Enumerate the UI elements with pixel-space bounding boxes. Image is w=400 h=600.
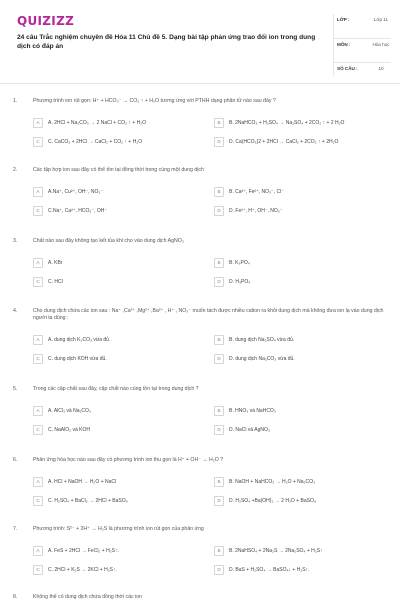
option-text: A. dung dịch K₂CO₃ vừa đủ . <box>48 336 112 343</box>
worksheet-title: 24 câu Trắc nghiệm chuyên đề Hóa 11 Chủ đề 5. Dạng bài tập phản ứng trao đổi ion trong dung dịch có đáp án <box>17 34 316 50</box>
option-b[interactable] <box>214 256 392 269</box>
option-text: A. KBr <box>48 259 63 266</box>
option-c[interactable] <box>33 563 211 576</box>
option-letter-box[interactable]: C <box>33 206 43 216</box>
option-letter-box[interactable]: B <box>214 477 224 487</box>
option-b[interactable] <box>214 333 392 346</box>
option-letter-box[interactable]: B <box>214 546 224 556</box>
option-text: D. Fe²⁺, H⁺, OH⁻, NO₃⁻ <box>229 207 283 214</box>
meta-row-divider <box>333 62 391 63</box>
option-letter-box[interactable]: B <box>214 118 224 128</box>
option-letter-box[interactable]: C <box>33 137 43 147</box>
question-number: 1. <box>13 98 18 104</box>
option-letter-box[interactable]: B <box>214 335 224 345</box>
option-c[interactable] <box>33 352 211 365</box>
meta-subject-label: MÔN : <box>337 42 351 47</box>
option-text: D. H₃PO₄ <box>229 278 251 285</box>
option-letter-box[interactable]: A <box>33 118 43 128</box>
question-number: 8. <box>13 594 18 600</box>
question-text: Phương trình: S²⁻ + 2H⁺ → H₂S là phương trình ion rút gọn của phản ứng <box>33 526 204 532</box>
option-letter-box[interactable]: C <box>33 565 43 575</box>
meta-class-value: Lớp 11 <box>373 17 389 22</box>
option-d[interactable] <box>214 135 392 148</box>
option-letter-box[interactable]: B <box>214 258 224 268</box>
option-text: D. dung dịch Na₂CO₃ vừa đủ. <box>229 355 295 362</box>
option-letter-box[interactable]: D <box>214 206 224 216</box>
option-d[interactable] <box>214 204 392 217</box>
option-c[interactable] <box>33 135 211 148</box>
option-b[interactable] <box>214 404 392 417</box>
option-b[interactable] <box>214 475 392 488</box>
meta-row-divider <box>333 38 391 39</box>
option-text: B. Ca²⁺, Fe²⁺, NO₃⁻, Cl⁻ <box>229 188 284 195</box>
question-number: 7. <box>13 526 18 532</box>
question-text: Các tập hợp ion sau đây có thể tồn tại đồng thời trong cùng một dung dịch <box>33 167 204 173</box>
question-text: Cho dung dịch chứa các ion sau : Na⁺ ,Ca²⁺ ,Mg²⁺ ,Ba²⁺ , H⁺ , NO₃⁻ muốn tách được nhiều cation ra khỏi dung dịch mà không đưa ion lạ vào dung dịch người ta dùng : <box>33 308 384 321</box>
meta-class <box>337 17 392 35</box>
option-text: D. H₂SO₄ +Ba(OH)₂ → 2 H₂O + BaSO₄ <box>229 497 316 504</box>
option-text: D. BaS + H₂SO₄ → BaSO₄↓ + H₂S↑. <box>229 566 310 573</box>
meta-subject <box>337 42 392 60</box>
question-text: Chất nào sau đây không tạo kết tủa khi cho vào dung dịch AgNO₃ <box>33 238 184 244</box>
option-letter-box[interactable]: A <box>33 187 43 197</box>
option-text: B. dung dịch Na₂SO₄ vừa đủ. <box>229 336 295 343</box>
option-text: A. HCl + NaOH → H₂O + NaCl <box>48 478 117 485</box>
option-text: C. 2HCl + K₂S → 2KCl + H₂S↑. <box>48 566 117 573</box>
option-letter-box[interactable]: A <box>33 546 43 556</box>
option-letter-box[interactable]: C <box>33 496 43 506</box>
option-d[interactable] <box>214 275 392 288</box>
option-text: C.Na⁺, Ca²⁺, HCO₃⁻, OH⁻ <box>48 207 107 214</box>
option-text: B. 2NaHSO₄ + 2Na₂S → 2Na₂SO₄ + H₂S↑ <box>229 547 323 554</box>
meta-divider <box>333 14 334 76</box>
option-b[interactable] <box>214 116 392 129</box>
question-text: Trong các cặp chất sau đây, cặp chất nào cùng tồn tại trong dung dịch ? <box>33 386 199 392</box>
option-c[interactable] <box>33 423 211 436</box>
option-d[interactable] <box>214 494 392 507</box>
option-text: D. NaCl và AgNO₃ <box>229 426 270 433</box>
meta-count-label: SỐ CÂU : <box>337 66 358 71</box>
option-text: C. CaCO₃ + 2HCl → CaCl₂ + CO₂ ↑ + H₂O <box>48 138 143 145</box>
option-c[interactable] <box>33 494 211 507</box>
option-letter-box[interactable]: D <box>214 354 224 364</box>
option-text: A.Na⁺, Cu²⁺, OH⁻, NO₃⁻ <box>48 188 104 195</box>
option-a[interactable] <box>33 544 211 557</box>
option-b[interactable] <box>214 544 392 557</box>
option-a[interactable] <box>33 256 211 269</box>
question-number: 5. <box>13 386 18 392</box>
question-text: Không thể có dung dịch chứa đồng thời các ion <box>33 594 142 600</box>
option-letter-box[interactable]: B <box>214 187 224 197</box>
question-text: Phản ứng hóa học nào sau đây có phương trình ion thu gọn là H⁺ + OH⁻ → H₂O ? <box>33 457 224 463</box>
option-text: C. HCl <box>48 278 63 285</box>
option-letter-box[interactable]: D <box>214 496 224 506</box>
option-letter-box[interactable]: D <box>214 565 224 575</box>
question-number: 2. <box>13 167 18 173</box>
worksheet-header <box>0 0 400 84</box>
option-letter-box[interactable]: A <box>33 335 43 345</box>
option-letter-box[interactable]: D <box>214 277 224 287</box>
option-d[interactable] <box>214 563 392 576</box>
quizizz-logo[interactable]: QUIZIZZ <box>17 14 75 28</box>
option-b[interactable] <box>214 185 392 198</box>
option-d[interactable] <box>214 352 392 365</box>
question-number: 3. <box>13 238 18 244</box>
option-text: D. Ca(HCO₃)2 + 2HCl → CaCl₂ + 2CO₂ ↑ + 2H₂O <box>229 138 339 145</box>
question-number: 6. <box>13 457 18 463</box>
option-text: C. NaAlO₂ và KOH <box>48 426 90 433</box>
option-a[interactable] <box>33 116 211 129</box>
option-a[interactable] <box>33 475 211 488</box>
option-letter-box[interactable]: A <box>33 258 43 268</box>
option-text: B. HNO₃ và NaHCO₃ <box>229 407 276 414</box>
option-text: C. H₂SO₄ + BaCl₂ → 2HCl + BaSO₄ <box>48 497 128 504</box>
question-number: 4. <box>13 308 18 314</box>
option-text: B. K₃PO₄ <box>229 259 250 266</box>
option-letter-box[interactable]: C <box>33 354 43 364</box>
option-a[interactable] <box>33 333 211 346</box>
meta-class-label: LỚP : <box>337 17 350 22</box>
option-letter-box[interactable]: D <box>214 425 224 435</box>
option-letter-box[interactable]: C <box>33 425 43 435</box>
option-c[interactable] <box>33 275 211 288</box>
option-text: A. FeS + 2HCl → FeCl₂ + H₂S↑. <box>48 547 119 554</box>
meta-count <box>337 66 392 76</box>
option-text: B. 2NaHCO₃ + H₂SO₄ → Na₂SO₄ + 2CO₂ ↑ + 2 H₂O <box>229 119 345 126</box>
option-a[interactable] <box>33 185 211 198</box>
option-d[interactable] <box>214 423 392 436</box>
option-letter-box[interactable]: A <box>33 477 43 487</box>
meta-count-value: 10 <box>378 66 384 71</box>
option-letter-box[interactable]: D <box>214 137 224 147</box>
option-text: B. NaOH + NaHCO₃ → H₂O + Na₂CO₃ <box>229 478 316 485</box>
option-c[interactable] <box>33 204 211 217</box>
option-text: A. AlCl₃ và Na₂CO₃ <box>48 407 91 414</box>
question-text: Phương trình ion rút gọn: H⁺ + HCO₃⁻ → CO₂ ↑ + H₂O tương ứng với PTHH dạng phân tử nào sau đây ? <box>33 98 276 104</box>
option-letter-box[interactable]: B <box>214 406 224 416</box>
option-a[interactable] <box>33 404 211 417</box>
option-letter-box[interactable]: A <box>33 406 43 416</box>
meta-subject-value: Hóa học <box>372 42 390 47</box>
option-letter-box[interactable]: C <box>33 277 43 287</box>
option-text: A. 2HCl + Na₂CO₃ → 2 NaCl + CO₂ ↑ + H₂O <box>48 119 147 126</box>
option-text: C. dung dịch KOH vừa đủ. <box>48 355 107 362</box>
